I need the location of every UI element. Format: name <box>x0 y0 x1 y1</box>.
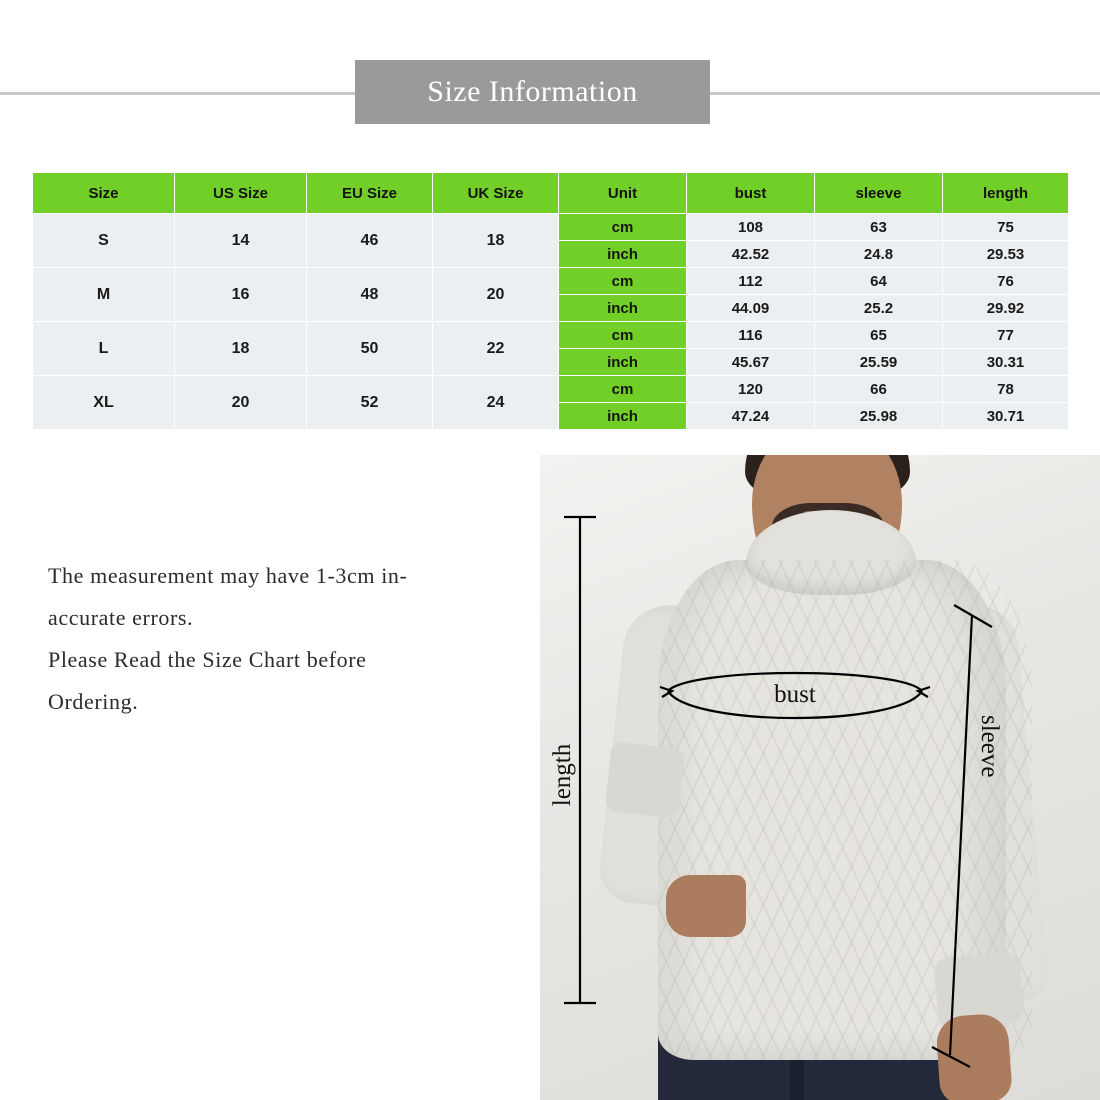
measurement-note <box>48 555 488 723</box>
table-row <box>33 376 1069 403</box>
cell-length: 30.31 <box>943 349 1069 376</box>
column-header-us: US Size <box>175 173 307 214</box>
cell-eu: 50 <box>307 322 433 376</box>
product-photo <box>540 455 1100 1100</box>
column-header-eu: EU Size <box>307 173 433 214</box>
bust-label: bust <box>774 681 816 708</box>
cell-size: S <box>33 214 175 268</box>
page-title: Size Information <box>355 60 710 124</box>
cell-uk: 20 <box>433 268 559 322</box>
cell-length: 29.53 <box>943 241 1069 268</box>
cell-unit: inch <box>559 349 687 376</box>
cell-sleeve: 25.59 <box>815 349 943 376</box>
cell-unit: cm <box>559 322 687 349</box>
note-line-4: Ordering. <box>48 689 139 714</box>
note-line-1: The measurement may have 1-3cm in- <box>48 563 408 588</box>
cell-uk: 22 <box>433 322 559 376</box>
cell-us: 14 <box>175 214 307 268</box>
column-header-size: Size <box>33 173 175 214</box>
cell-size: L <box>33 322 175 376</box>
cell-unit: cm <box>559 268 687 295</box>
table-row <box>33 214 1069 241</box>
measurement-annotations <box>540 455 1100 1100</box>
cell-sleeve: 65 <box>815 322 943 349</box>
cell-length: 29.92 <box>943 295 1069 322</box>
size-chart-table <box>32 172 1069 430</box>
cell-sleeve: 63 <box>815 214 943 241</box>
cell-length: 78 <box>943 376 1069 403</box>
cell-eu: 46 <box>307 214 433 268</box>
column-header-bust: bust <box>687 173 815 214</box>
cell-bust: 108 <box>687 214 815 241</box>
cell-bust: 47.24 <box>687 403 815 430</box>
cell-unit: inch <box>559 403 687 430</box>
cell-length: 30.71 <box>943 403 1069 430</box>
length-label: length <box>549 743 576 807</box>
cell-bust: 120 <box>687 376 815 403</box>
cell-sleeve: 64 <box>815 268 943 295</box>
page-header <box>0 60 1100 130</box>
cell-length: 76 <box>943 268 1069 295</box>
cell-us: 16 <box>175 268 307 322</box>
cell-us: 18 <box>175 322 307 376</box>
column-header-uk: UK Size <box>433 173 559 214</box>
note-line-2: accurate errors. <box>48 605 194 630</box>
sleeve-label: sleeve <box>976 715 1003 778</box>
cell-unit: inch <box>559 241 687 268</box>
sleeve-measure-line <box>932 605 992 1067</box>
cell-sleeve: 25.2 <box>815 295 943 322</box>
cell-unit: inch <box>559 295 687 322</box>
cell-size: M <box>33 268 175 322</box>
cell-us: 20 <box>175 376 307 430</box>
cell-uk: 18 <box>433 214 559 268</box>
cell-size: XL <box>33 376 175 430</box>
column-header-length: length <box>943 173 1069 214</box>
cell-uk: 24 <box>433 376 559 430</box>
cell-eu: 52 <box>307 376 433 430</box>
cell-eu: 48 <box>307 268 433 322</box>
cell-sleeve: 24.8 <box>815 241 943 268</box>
cell-sleeve: 25.98 <box>815 403 943 430</box>
cell-unit: cm <box>559 376 687 403</box>
cell-bust: 44.09 <box>687 295 815 322</box>
cell-unit: cm <box>559 214 687 241</box>
column-header-sleeve: sleeve <box>815 173 943 214</box>
cell-length: 77 <box>943 322 1069 349</box>
note-line-3: Please Read the Size Chart before <box>48 647 367 672</box>
table-header-row <box>33 173 1069 214</box>
cell-bust: 116 <box>687 322 815 349</box>
column-header-unit: Unit <box>559 173 687 214</box>
table-row <box>33 268 1069 295</box>
table-row <box>33 322 1069 349</box>
cell-bust: 45.67 <box>687 349 815 376</box>
cell-length: 75 <box>943 214 1069 241</box>
cell-sleeve: 66 <box>815 376 943 403</box>
cell-bust: 42.52 <box>687 241 815 268</box>
cell-bust: 112 <box>687 268 815 295</box>
